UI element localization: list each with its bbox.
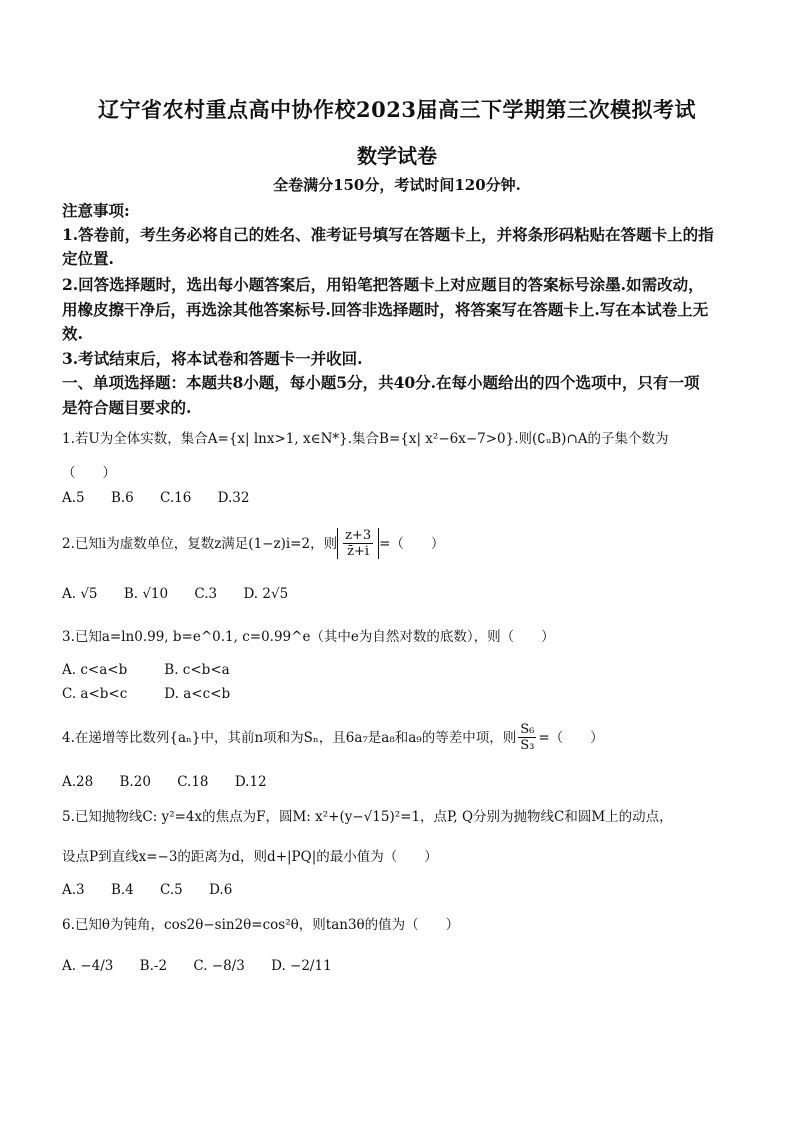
- exam-info: 全卷满分150分，考试时间120分钟.: [273, 176, 521, 194]
- option-c[interactable]: C.3: [194, 586, 218, 602]
- exam-subtitle: 数学试卷: [357, 144, 437, 168]
- option-c[interactable]: C.16: [160, 490, 192, 506]
- exam-title: 辽宁省农村重点高中协作校2023届高三下学期第三次模拟考试: [98, 97, 696, 122]
- question-4-line: [62, 722, 752, 753]
- option-d[interactable]: D.32: [217, 490, 250, 506]
- option-a[interactable]: A.5: [62, 490, 85, 506]
- question-3-stem: 3.已知a=ln0.99, b=e^0.1, c=0.99^e（其中e为自然对数的底数），则（ ）: [62, 629, 555, 645]
- option-d[interactable]: D. −2/11: [271, 958, 332, 974]
- option-c[interactable]: C. −8/3: [193, 958, 245, 974]
- section-1-heading-b: 是符合题目要求的.: [62, 398, 192, 417]
- question-2-abs: [337, 528, 379, 559]
- option-a[interactable]: A.28: [62, 774, 94, 790]
- option-d[interactable]: D.12: [234, 774, 267, 790]
- section-1-heading-a: 一、单项选择题：本题共8小题，每小题5分，共40分.在每小题给出的四个选项中，只有一项: [62, 373, 700, 392]
- notice-item-3: 3.考试结束后，将本试卷和答题卡一并收回.: [62, 349, 363, 368]
- fraction-denominator: z̄+i: [347, 544, 370, 559]
- option-c[interactable]: C.18: [177, 774, 209, 790]
- question-2-line: [62, 528, 752, 559]
- question-5-options: [62, 882, 254, 898]
- option-b[interactable]: B.6: [110, 490, 134, 506]
- option-a[interactable]: A. c<a<b: [62, 662, 128, 678]
- option-b[interactable]: B.4: [110, 882, 134, 898]
- notice-item-1a: 1.答卷前，考生务必将自己的姓名、准考证号填写在答题卡上，并将条形码粘贴在答题卡上的指: [62, 225, 714, 244]
- question-2-stem: 2.已知i为虚数单位，复数z满足(1−z)i=2，则: [62, 535, 338, 552]
- question-4-stem-end: =（ ）: [538, 729, 604, 746]
- question-2-stem-end: =（ ）: [379, 535, 445, 552]
- option-d[interactable]: D.6: [209, 882, 233, 898]
- option-b[interactable]: B.-2: [139, 958, 168, 974]
- question-2-options: [62, 586, 310, 602]
- fraction-denominator: S₃: [520, 738, 535, 753]
- option-c[interactable]: C.5: [160, 882, 183, 898]
- notice-item-2c: 效.: [62, 324, 83, 343]
- question-1-stem: 1.若U为全体实数，集合A={x| lnx>1, x∈N*}.集合B={x| x²−6x−7>0}.则(∁ᵤB)∩A的子集个数为: [62, 431, 669, 447]
- option-b[interactable]: B. c<b<a: [164, 662, 230, 678]
- question-3-options: [62, 658, 262, 706]
- option-b[interactable]: B. √10: [123, 586, 169, 602]
- notice-item-2a: 2.回答选择题时，选出每小题答案后，用铅笔把答题卡上对应题目的答案标号涂墨.如需改动，: [62, 275, 704, 294]
- question-1-stem-b: （ ）: [62, 465, 116, 481]
- question-6-stem: 6.已知θ为钝角，cos2θ−sin2θ=cos²θ，则tan3θ的值为（ ）: [62, 917, 460, 933]
- question-4-fraction: [518, 722, 536, 753]
- option-c[interactable]: C. a<b<c: [62, 686, 128, 702]
- notice-item-2b: 用橡皮擦干净后，再选涂其他答案标号.回答非选择题时，将答案写在答题卡上.写在本试卷上无: [62, 300, 709, 319]
- notice-item-1b: 定位置.: [62, 249, 114, 268]
- question-6-options: [62, 958, 354, 974]
- question-4-stem: 4.在递增等比数列{aₙ}中，其前n项和为Sₙ，且6a₇是a₈和a₉的等差中项，则: [62, 729, 517, 746]
- question-5-stem-b: 设点P到直线x=−3的距离为d，则d+|PQ|的最小值为（ ）: [62, 849, 438, 865]
- notice-heading: 注意事项:: [62, 201, 130, 220]
- option-b[interactable]: B.20: [119, 774, 151, 790]
- option-a[interactable]: A. −4/3: [62, 958, 114, 974]
- option-d[interactable]: D. 2√5: [243, 586, 289, 602]
- fraction-numerator: S₆: [520, 722, 535, 737]
- fraction-numerator: z+3: [345, 528, 372, 543]
- question-5-stem: 5.已知抛物线C: y²=4x的焦点为F，圆M: x²+(y−√15)²=1，点P, Q分别为抛物线C和圆M上的动点，: [62, 809, 673, 825]
- question-2-fraction: [343, 528, 373, 559]
- question-1-options: [62, 490, 271, 506]
- option-d[interactable]: D. a<c<b: [164, 686, 231, 702]
- option-a[interactable]: A. √5: [62, 586, 98, 602]
- question-4-options: [62, 774, 289, 790]
- option-a[interactable]: A.3: [62, 882, 85, 898]
